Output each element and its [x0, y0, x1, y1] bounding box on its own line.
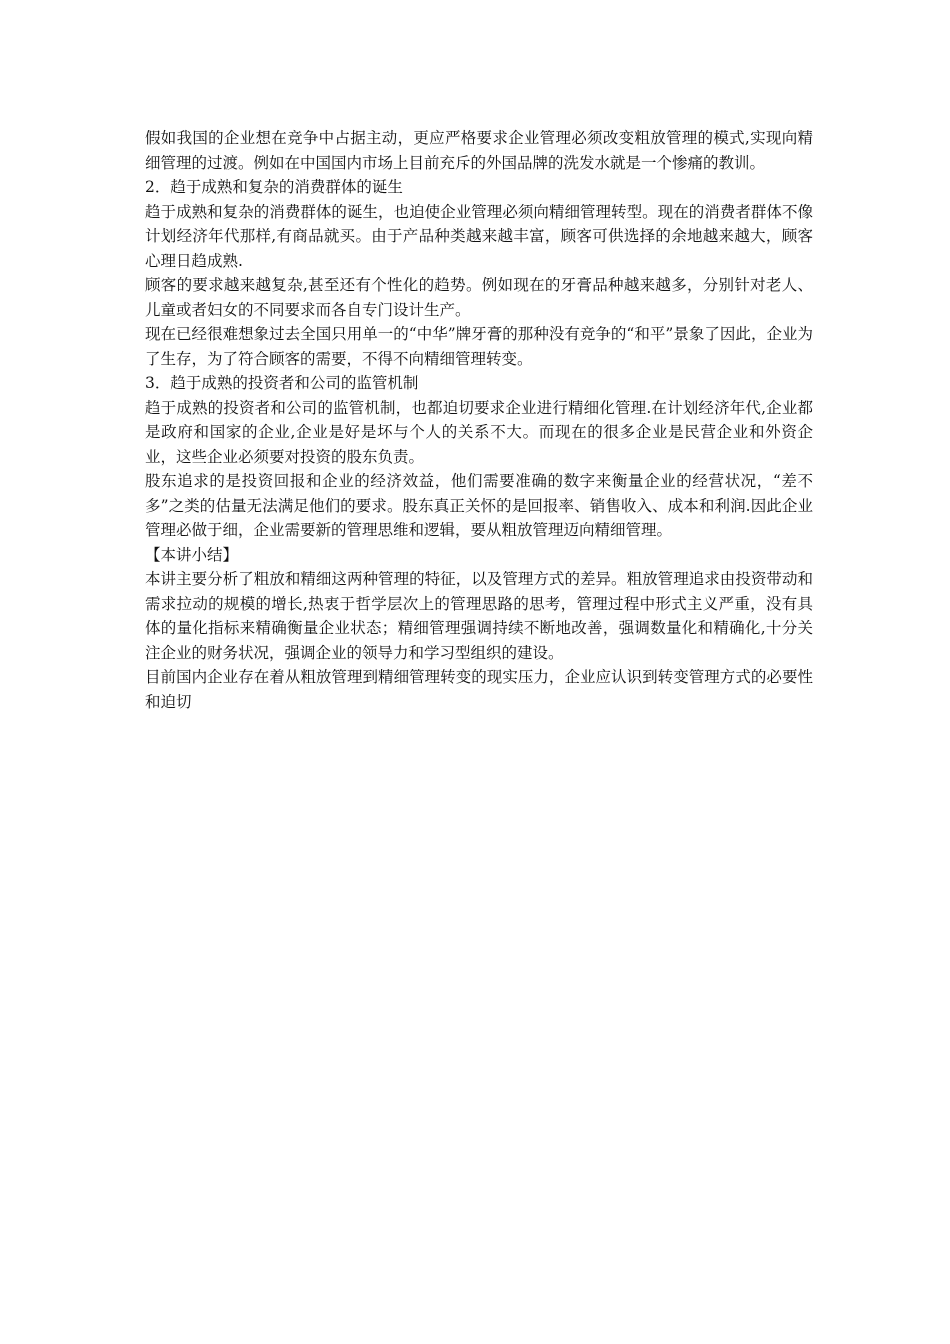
document-body [145, 126, 813, 714]
paragraph-investor-1: 趋于成熟的投资者和公司的监管机制，也都迫切要求企业进行精细化管理.在计划经济年代,企业都是政府和国家的企业,企业是好是坏与个人的关系不大。而现在的很多企业是民营企业和外资企业，这些企业必须要对投资的股东负责。 [145, 398, 813, 466]
summary-heading: 【本讲小结】 [145, 545, 239, 564]
paragraph-consumer-3: 现在已经很难想象过去全国只用单一的“中华”牌牙膏的那种没有竞争的“和平”景象了因此，企业为了生存，为了符合顾客的需要，不得不向精细管理转变。 [145, 325, 813, 368]
paragraph-intro: 假如我国的企业想在竞争中占据主动，更应严格要求企业管理必须改变粗放管理的模式,实现向精细管理的过渡。例如在中国国内市场上目前充斥的外国品牌的洗发水就是一个惨痛的教训。 [145, 129, 813, 172]
paragraph-summary-1: 本讲主要分析了粗放和精细这两种管理的特征，以及管理方式的差异。粗放管理追求由投资带动和需求拉动的规模的增长,热衷于哲学层次上的管理思路的思考，管理过程中形式主义严重，没有具体的量化指标来精确衡量企业状态；精细管理强调持续不断地改善，强调数量化和精确化,十分关注企业的财务状况，强调企业的领导力和学习型组织的建设。 [145, 570, 813, 662]
paragraph-consumer-1: 趋于成熟和复杂的消费群体的诞生，也迫使企业管理必须向精细管理转型。现在的消费者群体不像计划经济年代那样,有商品就买。由于产品种类越来越丰富，顾客可供选择的余地越来越大，顾客心理日趋成熟. [145, 202, 813, 270]
section-heading-3: 3．趋于成熟的投资者和公司的监管机制 [145, 374, 419, 392]
paragraph-investor-2: 股东追求的是投资回报和企业的经济效益，他们需要准确的数字来衡量企业的经营状况，“差不多”之类的估量无法满足他们的要求。股东真正关怀的是回报率、销售收入、成本和利润.因此企业管理必做于细，企业需要新的管理思维和逻辑，要从粗放管理迈向精细管理。 [145, 472, 813, 539]
section-heading-2: 2．趋于成熟和复杂的消费群体的诞生 [145, 178, 403, 196]
paragraph-summary-2: 目前国内企业存在着从粗放管理到精细管理转变的现实压力，企业应认识到转变管理方式的必要性和迫切 [145, 668, 813, 711]
paragraph-consumer-2: 顾客的要求越来越复杂,甚至还有个性化的趋势。例如现在的牙膏品种越来越多，分别针对老人、儿童或者妇女的不同要求而各自专门设计生产。 [145, 276, 813, 319]
